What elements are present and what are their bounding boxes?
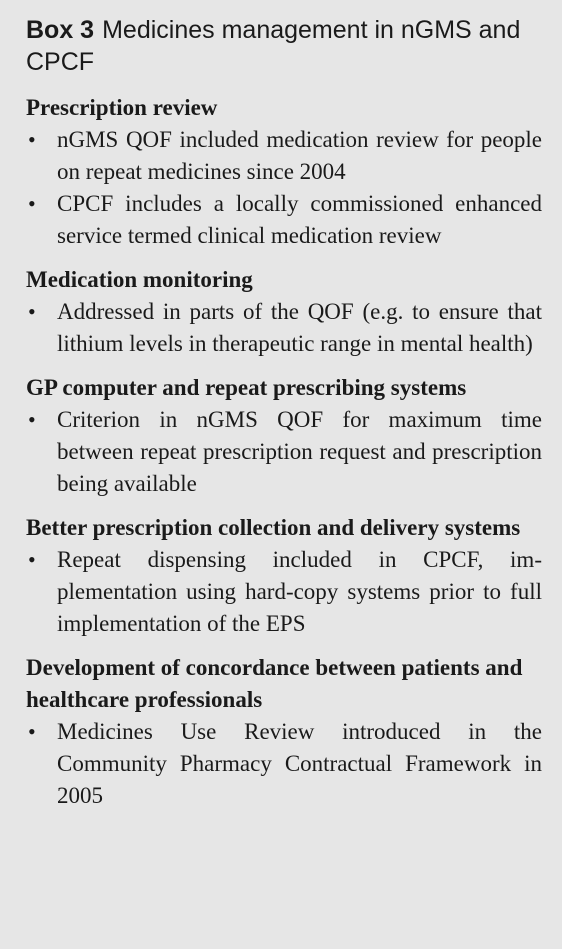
section-medication-monitoring [26,264,542,360]
bullet-item [26,716,542,812]
bullet-list [26,124,542,252]
bullet-text: Medicines Use Review introduced in the Community Pharmacy Contractual Framework in 2005 [57,719,542,808]
section-heading: Prescription review [26,95,218,120]
section-heading: GP computer and repeat prescribing systems [26,375,467,400]
bullet-list [26,544,542,640]
section-prescription-review [26,92,542,252]
bullet-list [26,404,542,500]
box-label: Box 3 [26,16,95,44]
section-heading: Better prescription collection and delivery systems [26,515,521,540]
bullet-icon: • [28,191,36,216]
section-concordance [26,652,542,812]
bullet-item [26,296,542,360]
bullet-icon: • [28,547,36,572]
section-gp-computer-systems [26,372,542,500]
section-collection-delivery [26,512,542,640]
bullet-text: Criterion in nGMS QOF for maximum time between repeat prescription request and prescription being available [57,407,542,496]
bullet-icon: • [28,407,36,432]
bullet-item [26,188,542,252]
section-heading: Medication monitoring [26,267,253,292]
bullet-text: CPCF includes a locally commissioned enhanced service termed clinical medication review [57,191,542,248]
bullet-list [26,296,542,360]
bullet-item [26,404,542,500]
bullet-item [26,124,542,188]
bullet-text: nGMS QOF included medication review for people on repeat medicines since 2004 [57,127,542,184]
box-title-text: Medicines management in nGMS and CPCF [26,16,521,76]
box-title [26,14,542,78]
bullet-icon: • [28,127,36,152]
section-heading: Development of concordance between patients and healthcare professionals [26,655,523,712]
bullet-item [26,544,542,640]
bullet-icon: • [28,719,36,744]
bullet-text: Repeat dispensing included in CPCF, implementation using hard-copy systems prior to full implementation of the EPS [57,547,542,636]
bullet-icon: • [28,299,36,324]
bullet-text: Addressed in parts of the QOF (e.g. to ensure that lithium levels in therapeutic range in mental health) [57,299,542,356]
bullet-list [26,716,542,812]
